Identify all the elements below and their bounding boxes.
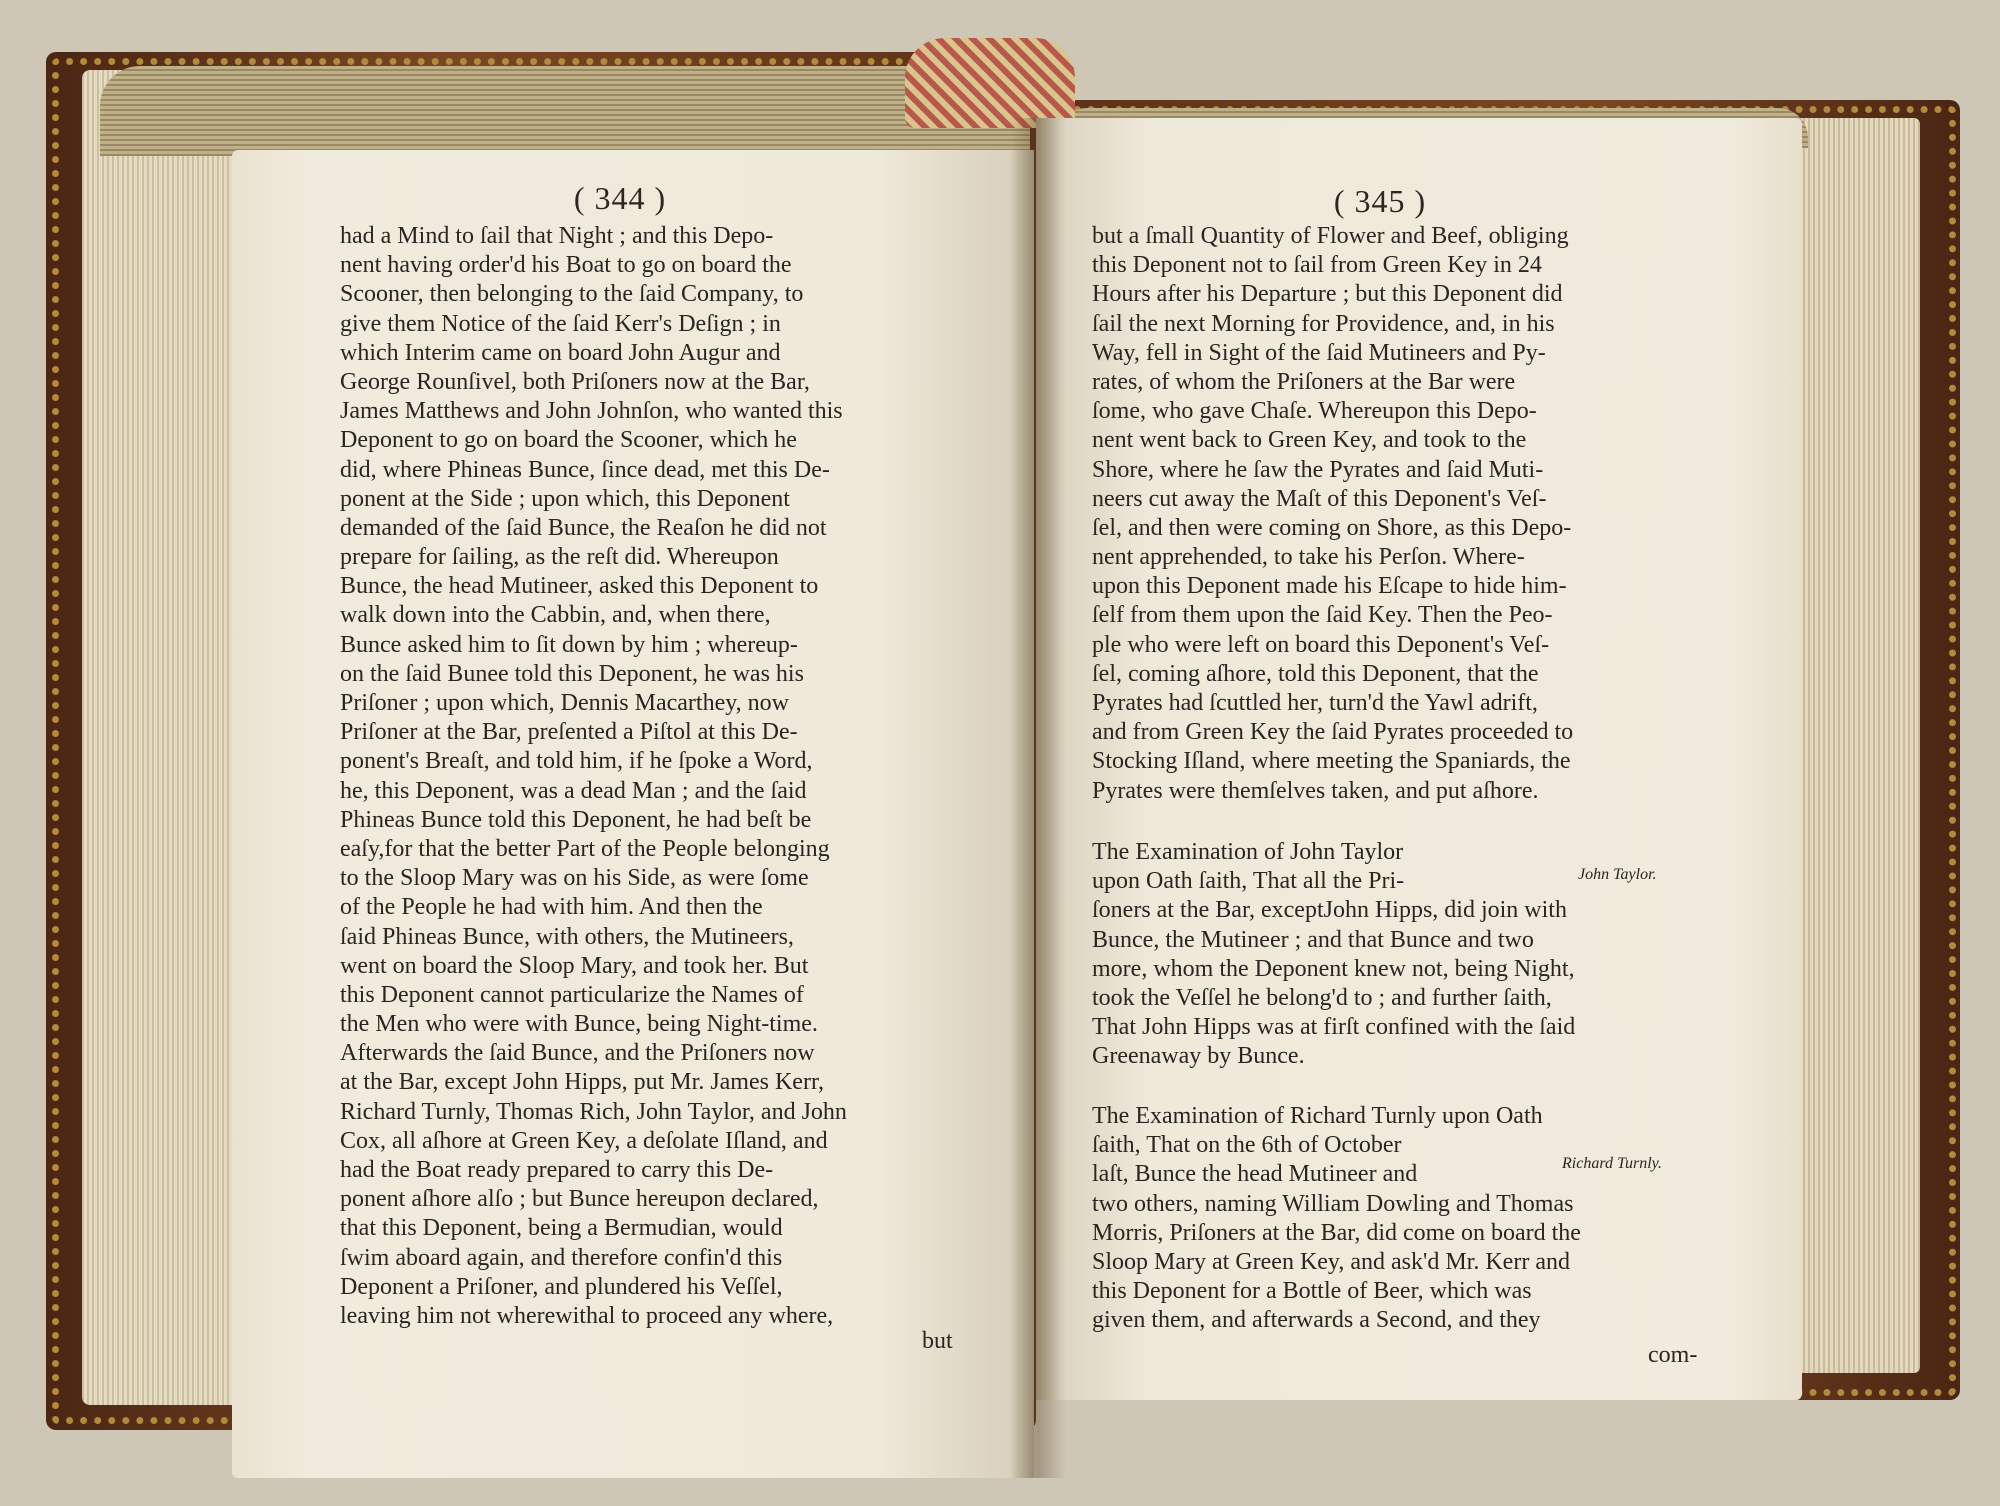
left-text-line: Deponent to go on board the Scooner, which he	[340, 427, 797, 454]
catchword-right: com-	[1648, 1342, 1698, 1368]
right-text-line: Hours after his Departure ; but this Deponent did	[1092, 281, 1563, 308]
right-text-line: upon this Deponent made his Eſcape to hide him-	[1092, 573, 1567, 600]
turnly-text-line: two others, naming William Dowling and Thomas	[1092, 1190, 1574, 1217]
catchword-left: but	[922, 1328, 953, 1354]
left-text-line: to the Sloop Mary was on his Side, as were ſome	[340, 865, 809, 892]
right-text-line: ſel, and then were coming on Shore, as this Depo-	[1092, 514, 1572, 541]
left-text-line: that this Deponent, being a Bermudian, would	[340, 1215, 783, 1242]
left-text-line: ponent at the Side ; upon which, this Deponent	[340, 485, 790, 512]
left-text-line: demanded of the ſaid Bunce, the Reaſon he did not	[340, 514, 827, 541]
turnly-text-line: Sloop Mary at Green Key, and ask'd Mr. Kerr and	[1092, 1248, 1570, 1275]
right-text-line: but a ſmall Quantity of Flower and Beef, obliging	[1092, 223, 1569, 249]
left-text-line: of the People he had with him. And then the	[340, 894, 763, 921]
left-text-line: Phineas Bunce told this Deponent, he had beſt be	[340, 806, 812, 833]
right-text-line: this Deponent not to ſail from Green Key in 24	[1092, 252, 1542, 279]
left-text-line: Priſoner at the Bar, preſented a Piſtol at this De-	[340, 719, 798, 746]
margin-note-turnly: Richard Turnly.	[1562, 1155, 1662, 1172]
right-text-line: rates, of whom the Priſoners at the Bar were	[1092, 368, 1516, 395]
right-text-line: and from Green Key the ſaid Pyrates proceeded to	[1092, 719, 1574, 746]
right-text-line: Stocking Iſland, where meeting the Spaniards, the	[1092, 748, 1571, 775]
left-text-line: Afterwards the ſaid Bunce, and the Priſoners now	[340, 1040, 815, 1067]
right-text-line: nent apprehended, to take his Perſon. Where-	[1092, 544, 1525, 571]
taylor-text-line: upon Oath ſaith, That all the Pri-	[1092, 868, 1405, 895]
left-text-line: on the ſaid Bunee told this Deponent, he was his	[340, 660, 804, 687]
left-text-line: ſaid Phineas Bunce, with others, the Mutineers,	[340, 923, 794, 950]
right-text-line: Shore, where he ſaw the Pyrates and ſaid Muti-	[1092, 456, 1544, 483]
left-text-line: he, this Deponent, was a dead Man ; and the ſaid	[340, 777, 807, 804]
left-text-line: ponent's Breaſt, and told him, if he ſpoke a Word,	[340, 748, 813, 775]
right-text-line: neers cut away the Maſt of this Deponent's Veſ-	[1092, 485, 1547, 512]
turnly-text-line: ſaith, That on the 6th of October	[1092, 1132, 1402, 1159]
taylor-text-line: Bunce, the Mutineer ; and that Bunce and two	[1092, 926, 1534, 953]
left-text-line: ponent aſhore alſo ; but Bunce hereupon declared,	[340, 1186, 819, 1213]
right-text-line: Way, fell in Sight of the ſaid Mutineers and Py-	[1092, 339, 1546, 366]
left-text-line: this Deponent cannot particularize the Names of	[340, 981, 804, 1008]
left-text-line: walk down into the Cabbin, and, when there,	[340, 602, 771, 629]
turnly-text-line: laſt, Bunce the head Mutineer and	[1092, 1161, 1418, 1188]
taylor-text-line: ſoners at the Bar, exceptJohn Hipps, did join with	[1092, 897, 1567, 924]
left-text-line: Deponent a Priſoner, and plundered his Veſſel,	[340, 1273, 783, 1300]
turnly-text-line: this Deponent for a Bottle of Beer, which was	[1092, 1278, 1532, 1305]
page-number-right: ( 345 )	[1333, 183, 1427, 219]
turnly-text-line: The Examination of Richard Turnly upon Oath	[1092, 1103, 1543, 1129]
right-text-line: Pyrates had ſcuttled her, turn'd the Yawl adrift,	[1092, 690, 1538, 716]
left-page-edges	[82, 70, 242, 1405]
examination-turnly	[1092, 1102, 1704, 1336]
left-text-line: nent having order'd his Boat to go on board the	[340, 252, 792, 279]
taylor-text-line: more, whom the Deponent knew not, being Night,	[1092, 955, 1575, 982]
headband	[905, 38, 1075, 128]
left-text-line: had the Boat ready prepared to carry this De-	[340, 1157, 774, 1183]
left-text-line: went on board the Sloop Mary, and took her. But	[340, 952, 809, 979]
left-text-line: at the Bar, except John Hipps, put Mr. James Kerr,	[340, 1069, 824, 1096]
left-text-line: Bunce, the head Mutineer, asked this Deponent to	[340, 573, 819, 600]
right-text-line: nent went back to Green Key, and took to the	[1092, 427, 1527, 454]
left-text-column	[340, 222, 960, 1331]
left-text-line: leaving him not wherewithal to proceed any where,	[340, 1302, 834, 1329]
right-text-line: ſel, coming aſhore, told this Deponent, that the	[1092, 660, 1539, 687]
left-text-line: give them Notice of the ſaid Kerr's Deſign ; in	[340, 310, 781, 337]
left-text-line: had a Mind to ſail that Night ; and this Depo-	[340, 223, 774, 249]
left-text-line: prepare for ſailing, as the reſt did. Whereupon	[340, 544, 779, 571]
left-text-line: did, where Phineas Bunce, ſince dead, met this De-	[340, 456, 830, 483]
right-text-line: ſelf from them upon the ſaid Key. Then the Peo-	[1092, 602, 1553, 629]
taylor-text-line: That John Hipps was at firſt confined with the ſaid	[1092, 1014, 1576, 1041]
taylor-text-line: The Examination of John Taylor	[1092, 839, 1404, 865]
left-text-line: George Rounſivel, both Priſoners now at the Bar,	[340, 368, 810, 395]
left-text-line: which Interim came on board John Augur and	[340, 339, 781, 366]
left-text-line: the Men who were with Bunce, being Night-time.	[340, 1011, 818, 1038]
left-text-line: Priſoner ; upon which, Dennis Macarthey, now	[340, 690, 790, 716]
right-text-line: ſome, who gave Chaſe. Whereupon this Depo-	[1092, 398, 1537, 425]
left-text-line: Richard Turnly, Thomas Rich, John Taylor, and John	[340, 1098, 847, 1125]
turnly-text-line: given them, and afterwards a Second, and they	[1092, 1307, 1541, 1334]
left-text-line: Scooner, then belonging to the ſaid Company, to	[340, 281, 804, 308]
left-text-line: Cox, all aſhore at Green Key, a deſolate Iſland, and	[340, 1127, 828, 1154]
right-text-line: ſail the next Morning for Providence, and, in his	[1092, 310, 1555, 337]
right-text-column	[1092, 222, 1704, 806]
page-number-left: ( 344 )	[573, 180, 667, 216]
margin-note-taylor: John Taylor.	[1578, 866, 1657, 883]
turnly-text-line: Morris, Priſoners at the Bar, did come on board the	[1092, 1219, 1581, 1246]
left-text-line: eaſy,for that the better Part of the People belonging	[340, 835, 830, 862]
right-text-line: ple who were left on board this Deponent's Veſ-	[1092, 631, 1550, 658]
gutter-shadow	[1010, 118, 1066, 1478]
left-top-edge	[100, 66, 1030, 156]
taylor-text-line: took the Veſſel he belong'd to ; and further ſaith,	[1092, 984, 1552, 1011]
taylor-text-line: Greenaway by Bunce.	[1092, 1043, 1305, 1070]
left-text-line: Bunce asked him to ſit down by him ; whereup-	[340, 631, 798, 658]
right-text-line: Pyrates were themſelves taken, and put aſhore.	[1092, 777, 1539, 804]
left-text-line: ſwim aboard again, and therefore confin'd this	[340, 1244, 783, 1271]
left-text-line: James Matthews and John Johnſon, who wanted this	[340, 398, 843, 425]
